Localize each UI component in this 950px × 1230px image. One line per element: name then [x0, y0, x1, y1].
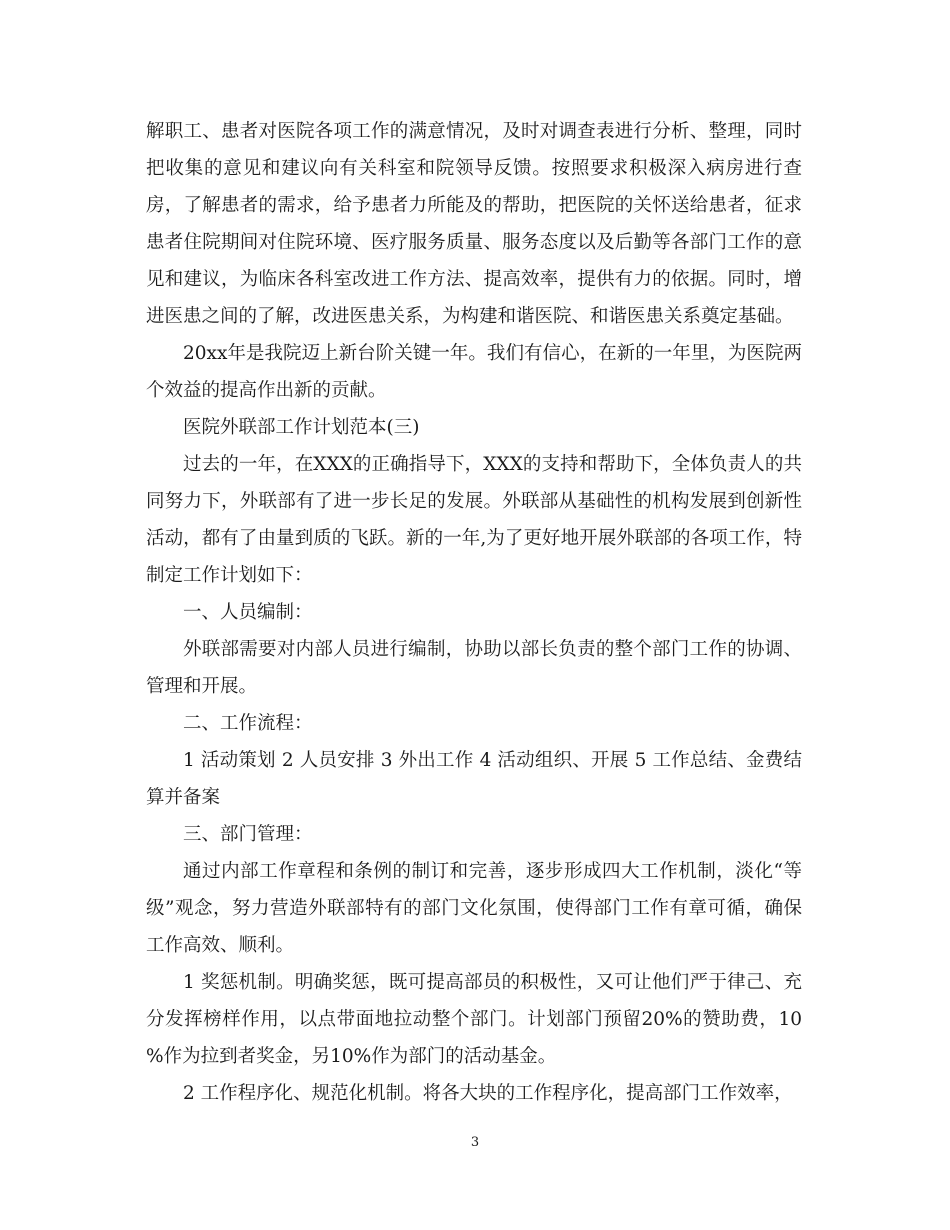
- paragraph-2: 20xx年是我院迈上新台阶关键一年。我们有信心，在新的一年里，为医院两个效益的提高作出新的贡献。: [146, 343, 802, 401]
- paragraph-management: 通过内部工作章程和条例的制订和完善，逐步形成四大工作机制，淡化“等级”观念，努力营造外联部特有的部门文化氛围，使得部门工作有章可循，确保工作高效、顺利。: [146, 861, 802, 956]
- paragraph-1: 解职工、患者对医院各项工作的满意情况，及时对调查表进行分析、整理，同时把收集的意见和建议向有关科室和院领导反馈。按照要求积极深入病房进行查房，了解患者的需求，给予患者力所能及的帮助，把医院的关怀送给患者，征求患者住院期间对住院环境、医疗服务质量、服务态度以及后勤等各部门工作的意见和建议，为临床各科室改进工作方法、提高效率，提供有力的依据。同时，增进医患之间的了解，改进医患关系，为构建和谐医院、和谐医患关系奠定基础。: [146, 121, 802, 327]
- document-body: [146, 113, 802, 1112]
- heading-staffing: 一、人员编制：: [183, 602, 313, 623]
- paragraph-reward-mechanism: 1 奖惩机制。明确奖惩，既可提高部员的积极性，又可让他们严于律己、充分发挥榜样作用，以点带面地拉动整个部门。计划部门预留20%的赞助费，10 %作为拉到者奖金，另10%作为部门的活动基金。: [146, 972, 802, 1067]
- section-title: 医院外联部工作计划范本(三): [183, 417, 420, 438]
- paragraph-staffing: 外联部需要对内部人员进行编制，协助以部长负责的整个部门工作的协调、管理和开展。: [146, 639, 802, 697]
- page-number: 3: [470, 1135, 480, 1150]
- heading-workflow: 二、工作流程：: [183, 713, 313, 734]
- paragraph-workflow: 1 活动策划 2 人员安排 3 外出工作 4 活动组织、开展 5 工作总结、金费结算并备案: [146, 750, 802, 808]
- heading-management: 三、部门管理：: [183, 824, 313, 845]
- paragraph-procedure-mechanism: 2 工作程序化、规范化机制。将各大块的工作程序化，提高部门工作效率，: [183, 1083, 793, 1104]
- paragraph-intro: 过去的一年，在XXX的正确指导下，XXX的支持和帮助下，全体负责人的共同努力下，外联部有了进一步长足的发展。外联部从基础性的机构发展到创新性活动，都有了由量到质的飞跃。新的一年,为了更好地开展外联部的各项工作，特制定工作计划如下：: [146, 454, 802, 586]
